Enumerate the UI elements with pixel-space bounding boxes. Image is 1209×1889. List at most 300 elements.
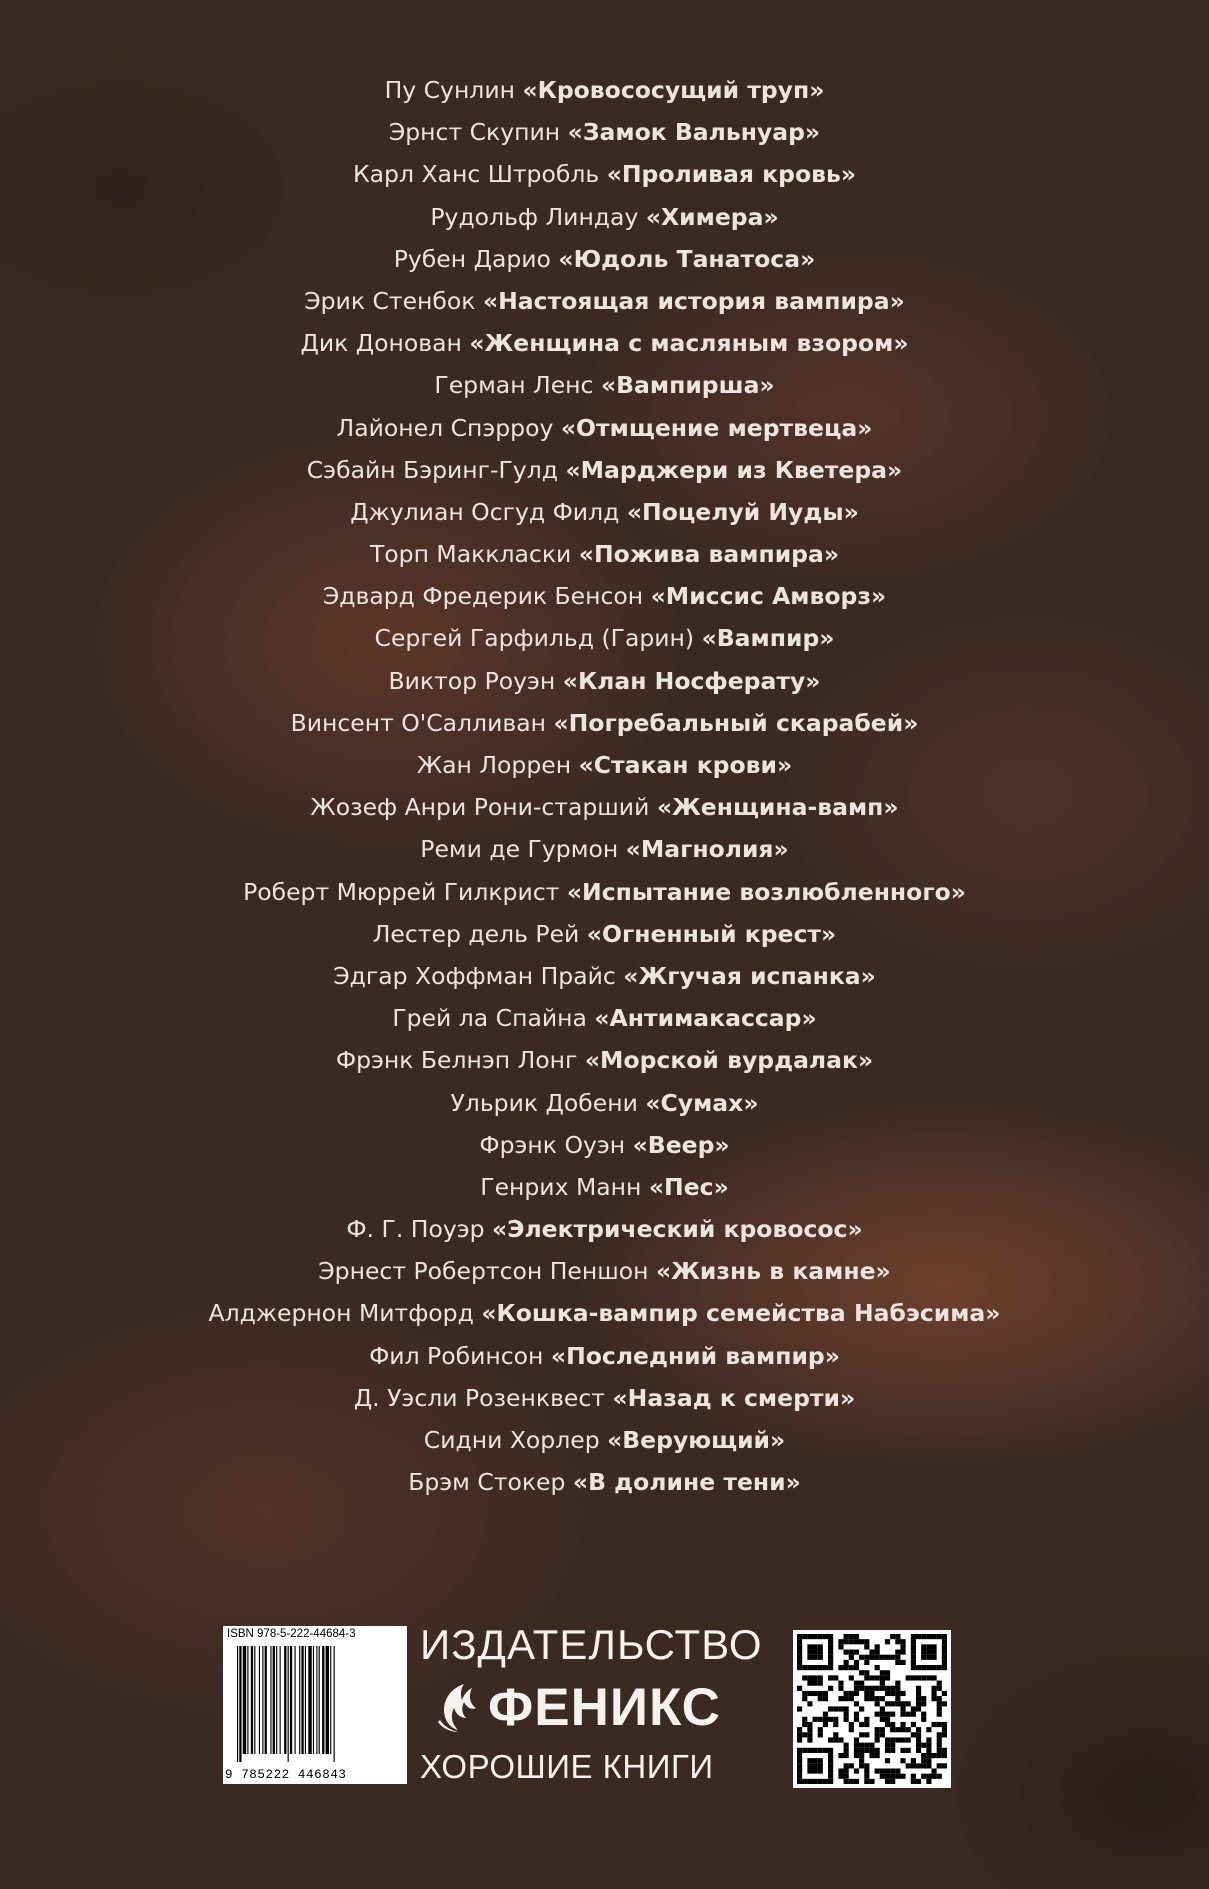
qr-module xyxy=(921,1644,926,1649)
qr-module xyxy=(875,1650,880,1655)
qr-module xyxy=(880,1675,885,1680)
qr-module xyxy=(797,1737,802,1742)
qr-module xyxy=(854,1665,859,1670)
qr-module xyxy=(900,1691,905,1696)
qr-module xyxy=(942,1650,947,1655)
qr-module xyxy=(864,1743,869,1748)
qr-module xyxy=(802,1717,807,1722)
qr-module xyxy=(844,1660,849,1665)
barcode-bar xyxy=(288,1646,289,1762)
qr-module xyxy=(802,1722,807,1727)
qr-module xyxy=(921,1743,926,1748)
qr-module xyxy=(844,1712,849,1717)
qr-module xyxy=(854,1660,859,1665)
qr-module xyxy=(921,1650,926,1655)
qr-module xyxy=(844,1634,849,1639)
story-title: «Кровососущий труп» xyxy=(522,76,825,104)
story-author: Эрнест Робертсон Пеншон xyxy=(318,1257,649,1286)
barcode-bar xyxy=(334,1646,335,1762)
qr-module xyxy=(854,1743,859,1748)
qr-module xyxy=(911,1712,916,1717)
story-author: Д. Уэсли Розенквест xyxy=(353,1383,605,1412)
story-author: Генрих Манн xyxy=(480,1172,642,1201)
qr-module xyxy=(838,1696,843,1701)
qr-module xyxy=(802,1779,807,1784)
qr-module xyxy=(921,1701,926,1706)
story-title: «Веер» xyxy=(632,1130,730,1159)
qr-module xyxy=(807,1634,812,1639)
qr-module xyxy=(807,1681,812,1686)
qr-module xyxy=(864,1774,869,1779)
barcode-bar xyxy=(305,1646,306,1754)
qr-module xyxy=(807,1655,812,1660)
qr-module xyxy=(890,1722,895,1727)
story-entry xyxy=(0,1461,1209,1503)
qr-module xyxy=(813,1768,818,1773)
qr-module xyxy=(849,1634,854,1639)
story-title: «Женщина с масляным взором» xyxy=(469,329,909,358)
qr-module xyxy=(921,1712,926,1717)
qr-module xyxy=(802,1634,807,1639)
qr-module xyxy=(885,1686,890,1691)
qr-module xyxy=(911,1665,916,1670)
qr-module xyxy=(875,1768,880,1773)
qr-module xyxy=(869,1696,874,1701)
barcode-bar xyxy=(301,1646,303,1754)
qr-module xyxy=(844,1763,849,1768)
barcode-digits: 9 785222 446843 xyxy=(225,1768,347,1782)
qr-module xyxy=(911,1634,916,1639)
qr-module xyxy=(818,1691,823,1696)
qr-module xyxy=(890,1768,895,1773)
story-author: Карл Ханс Штробль xyxy=(352,160,600,189)
qr-module xyxy=(875,1665,880,1670)
qr-module xyxy=(880,1732,885,1737)
qr-module xyxy=(849,1727,854,1732)
qr-module xyxy=(844,1650,849,1655)
qr-module xyxy=(895,1768,900,1773)
qr-module xyxy=(797,1774,802,1779)
qr-module xyxy=(797,1665,802,1670)
qr-module xyxy=(854,1701,859,1706)
qr-module xyxy=(854,1691,859,1696)
qr-module xyxy=(833,1706,838,1711)
qr-module xyxy=(854,1634,859,1639)
qr-module xyxy=(937,1712,942,1717)
qr-module xyxy=(807,1748,812,1753)
qr-module xyxy=(818,1655,823,1660)
qr-module xyxy=(880,1655,885,1660)
qr-module xyxy=(937,1681,942,1686)
qr-module xyxy=(869,1686,874,1691)
qr-module xyxy=(911,1732,916,1737)
qr-module xyxy=(844,1665,849,1670)
qr-module xyxy=(807,1675,812,1680)
qr-module xyxy=(916,1665,921,1670)
qr-module xyxy=(859,1732,864,1737)
qr-module xyxy=(911,1779,916,1784)
story-title: «Пес» xyxy=(648,1172,729,1201)
qr-module xyxy=(838,1639,843,1644)
qr-module xyxy=(807,1727,812,1732)
qr-module xyxy=(797,1706,802,1711)
story-author: Роберт Мюррей Гилкрист xyxy=(243,877,560,906)
qr-module xyxy=(823,1696,828,1701)
qr-module xyxy=(854,1779,859,1784)
qr-module xyxy=(895,1737,900,1742)
qr-module xyxy=(916,1634,921,1639)
qr-module xyxy=(926,1634,931,1639)
story-entry xyxy=(0,153,1209,195)
qr-module xyxy=(849,1650,854,1655)
qr-module xyxy=(859,1686,864,1691)
story-title: «Замок Вальнуар» xyxy=(567,118,821,147)
qr-module xyxy=(926,1644,931,1649)
qr-module xyxy=(864,1768,869,1773)
qr-module xyxy=(854,1753,859,1758)
qr-module xyxy=(880,1696,885,1701)
qr-module xyxy=(926,1727,931,1732)
story-title: «Кошка-вампир семейства Набэсима» xyxy=(481,1299,1001,1328)
qr-module xyxy=(823,1717,828,1722)
qr-module xyxy=(921,1753,926,1758)
qr-module xyxy=(813,1717,818,1722)
qr-module xyxy=(931,1768,936,1773)
barcode-bar xyxy=(308,1646,311,1754)
qr-module xyxy=(900,1650,905,1655)
barcode-bar xyxy=(319,1646,320,1754)
story-title: «Отмщение мертвеца» xyxy=(560,413,873,442)
qr-module xyxy=(797,1748,802,1753)
qr-module xyxy=(916,1743,921,1748)
qr-module xyxy=(937,1665,942,1670)
story-title: «Назад к смерти» xyxy=(612,1383,856,1412)
qr-module xyxy=(838,1753,843,1758)
qr-module xyxy=(911,1660,916,1665)
story-title: «Жизнь в камне» xyxy=(655,1257,891,1286)
qr-module xyxy=(900,1737,905,1742)
qr-module xyxy=(849,1691,854,1696)
qr-module xyxy=(926,1737,931,1742)
qr-module xyxy=(880,1681,885,1686)
story-entry xyxy=(0,1292,1209,1334)
barcode-bar xyxy=(259,1646,260,1754)
qr-module xyxy=(854,1768,859,1773)
qr-module xyxy=(869,1779,874,1784)
qr-module xyxy=(931,1650,936,1655)
qr-module xyxy=(818,1732,823,1737)
qr-module xyxy=(921,1665,926,1670)
qr-module xyxy=(885,1722,890,1727)
qr-module xyxy=(854,1686,859,1691)
qr-module xyxy=(921,1774,926,1779)
story-author: Эрик Стенбок xyxy=(304,286,476,315)
qr-module xyxy=(885,1639,890,1644)
story-entry xyxy=(0,1250,1209,1292)
qr-module xyxy=(807,1644,812,1649)
qr-module xyxy=(890,1779,895,1784)
qr-module xyxy=(864,1686,869,1691)
qr-module xyxy=(942,1748,947,1753)
qr-module xyxy=(818,1763,823,1768)
story-title: «Сумах» xyxy=(645,1088,759,1117)
story-title: «Пожива вампира» xyxy=(578,540,840,569)
phoenix-bird-icon xyxy=(434,1680,480,1734)
publisher-label: ИЗДАТЕЛЬСТВО xyxy=(420,1621,763,1668)
qr-module xyxy=(797,1634,802,1639)
qr-module xyxy=(895,1660,900,1665)
story-author: Торп Маккласки xyxy=(369,540,572,569)
story-title: «Антимакассар» xyxy=(594,1004,817,1033)
qr-module xyxy=(849,1696,854,1701)
qr-module xyxy=(937,1753,942,1758)
story-title: «Миссис Амворз» xyxy=(650,582,887,611)
qr-module xyxy=(895,1686,900,1691)
qr-module xyxy=(864,1748,869,1753)
qr-module xyxy=(864,1660,869,1665)
story-entry xyxy=(0,69,1209,111)
qr-module xyxy=(911,1722,916,1727)
qr-module xyxy=(911,1639,916,1644)
story-entry xyxy=(0,1082,1209,1124)
qr-module xyxy=(880,1717,885,1722)
qr-module xyxy=(818,1644,823,1649)
qr-module xyxy=(849,1639,854,1644)
qr-module xyxy=(813,1681,818,1686)
barcode-bar xyxy=(299,1646,300,1754)
qr-module xyxy=(885,1748,890,1753)
barcode-bar xyxy=(316,1646,317,1754)
story-list xyxy=(0,69,1209,1503)
qr-module xyxy=(921,1717,926,1722)
qr-module xyxy=(818,1696,823,1701)
story-entry xyxy=(0,828,1209,870)
qr-module xyxy=(916,1675,921,1680)
qr-module xyxy=(828,1650,833,1655)
qr-module xyxy=(849,1779,854,1784)
story-title: «Женщина-вамп» xyxy=(656,793,899,822)
qr-module xyxy=(895,1655,900,1660)
story-entry xyxy=(0,786,1209,828)
qr-module xyxy=(926,1665,931,1670)
qr-module xyxy=(797,1639,802,1644)
qr-module xyxy=(828,1655,833,1660)
barcode-bar xyxy=(295,1646,296,1754)
barcode-bar xyxy=(262,1646,263,1754)
qr-module xyxy=(854,1681,859,1686)
qr-module xyxy=(854,1737,859,1742)
qr-module xyxy=(885,1691,890,1696)
qr-module xyxy=(807,1701,812,1706)
qr-module xyxy=(864,1763,869,1768)
qr-module xyxy=(859,1681,864,1686)
qr-module xyxy=(849,1763,854,1768)
qr-module xyxy=(859,1758,864,1763)
qr-module xyxy=(844,1743,849,1748)
story-author: Сергей Гарфильд (Гарин) xyxy=(374,624,695,653)
qr-module xyxy=(844,1717,849,1722)
qr-module xyxy=(885,1717,890,1722)
qr-module xyxy=(828,1634,833,1639)
qr-module xyxy=(844,1696,849,1701)
barcode-bar xyxy=(330,1646,331,1754)
qr-module xyxy=(864,1670,869,1675)
qr-module xyxy=(859,1706,864,1711)
qr-module xyxy=(931,1686,936,1691)
qr-module xyxy=(859,1743,864,1748)
qr-module xyxy=(880,1670,885,1675)
qr-module xyxy=(942,1722,947,1727)
qr-module xyxy=(864,1696,869,1701)
story-entry xyxy=(0,280,1209,322)
publisher-brand xyxy=(420,1678,780,1736)
qr-module xyxy=(911,1758,916,1763)
story-title: «Погребальный скарабей» xyxy=(553,708,919,737)
story-title: «Химера» xyxy=(645,202,779,231)
qr-module xyxy=(926,1748,931,1753)
story-author: Грей ла Спайна xyxy=(392,1004,587,1033)
story-author: Жозеф Анри Рони-старший xyxy=(310,793,650,822)
qr-module xyxy=(921,1655,926,1660)
qr-module xyxy=(875,1686,880,1691)
story-author: Эрнст Скупин xyxy=(388,118,561,147)
qr-module xyxy=(900,1774,905,1779)
qr-module xyxy=(911,1763,916,1768)
barcode-bar xyxy=(276,1646,277,1754)
qr-module xyxy=(838,1681,843,1686)
qr-module xyxy=(864,1675,869,1680)
story-entry xyxy=(0,1166,1209,1208)
qr-module xyxy=(859,1753,864,1758)
story-entry xyxy=(0,196,1209,238)
qr-module xyxy=(931,1675,936,1680)
qr-module xyxy=(937,1763,942,1768)
qr-module xyxy=(833,1737,838,1742)
qr-module xyxy=(937,1774,942,1779)
story-entry xyxy=(0,491,1209,533)
story-author: Виктор Роуэн xyxy=(388,666,556,695)
qr-module xyxy=(926,1675,931,1680)
story-entry xyxy=(0,575,1209,617)
qr-module xyxy=(818,1681,823,1686)
barcode-bar xyxy=(265,1646,267,1754)
qr-module xyxy=(931,1691,936,1696)
qr-module xyxy=(916,1691,921,1696)
barcode-bar xyxy=(254,1646,255,1754)
qr-module xyxy=(797,1655,802,1660)
qr-module xyxy=(838,1774,843,1779)
qr-module xyxy=(818,1727,823,1732)
story-author: Фрэнк Белнэп Лонг xyxy=(335,1046,578,1075)
qr-module xyxy=(926,1779,931,1784)
qr-module xyxy=(937,1748,942,1753)
qr-module xyxy=(838,1686,843,1691)
story-author: Сэбайн Бэринг-Гулд xyxy=(306,455,558,484)
story-title: «Вампир» xyxy=(701,624,835,653)
qr-module xyxy=(833,1722,838,1727)
qr-module xyxy=(828,1644,833,1649)
qr-module xyxy=(921,1696,926,1701)
qr-module xyxy=(844,1774,849,1779)
qr-module xyxy=(813,1655,818,1660)
story-author: Джулиан Осгуд Филд xyxy=(350,497,620,526)
qr-module xyxy=(942,1732,947,1737)
qr-module xyxy=(875,1675,880,1680)
barcode-bar xyxy=(313,1646,314,1754)
qr-module xyxy=(828,1753,833,1758)
qr-module xyxy=(802,1696,807,1701)
qr-module xyxy=(942,1727,947,1732)
story-entry xyxy=(0,660,1209,702)
story-author: Эдвард Фредерик Бенсон xyxy=(322,582,644,611)
qr-module xyxy=(906,1748,911,1753)
qr-module xyxy=(900,1660,905,1665)
qr-module xyxy=(875,1696,880,1701)
barcode-bar xyxy=(284,1646,286,1754)
qr-module xyxy=(916,1748,921,1753)
qr-module xyxy=(931,1644,936,1649)
qr-module xyxy=(797,1644,802,1649)
qr-module xyxy=(895,1701,900,1706)
qr-module xyxy=(849,1655,854,1660)
qr-module xyxy=(859,1763,864,1768)
qr-module xyxy=(942,1639,947,1644)
qr-module xyxy=(885,1712,890,1717)
story-author: Пу Сунлин xyxy=(384,76,515,104)
qr-module xyxy=(844,1639,849,1644)
story-entry xyxy=(0,1124,1209,1166)
qr-module xyxy=(875,1727,880,1732)
qr-module xyxy=(906,1727,911,1732)
story-title: «Испытание возлюбленного» xyxy=(566,877,966,906)
qr-module xyxy=(885,1675,890,1680)
qr-module xyxy=(869,1650,874,1655)
qr-module xyxy=(895,1774,900,1779)
qr-module xyxy=(906,1763,911,1768)
story-entry xyxy=(0,449,1209,491)
qr-module xyxy=(818,1758,823,1763)
story-title: «Поцелуй Иуды» xyxy=(626,497,859,526)
qr-module xyxy=(828,1748,833,1753)
qr-module xyxy=(807,1650,812,1655)
qr-module xyxy=(807,1779,812,1784)
barcode-bar xyxy=(237,1646,238,1762)
story-entry xyxy=(0,744,1209,786)
qr-module xyxy=(895,1650,900,1655)
qr-module xyxy=(797,1686,802,1691)
story-entry xyxy=(0,238,1209,280)
qr-module xyxy=(833,1675,838,1680)
qr-module xyxy=(828,1717,833,1722)
story-author: Винсент О'Салливан xyxy=(290,708,546,737)
qr-module xyxy=(880,1727,885,1732)
qr-module xyxy=(818,1675,823,1680)
qr-module xyxy=(828,1774,833,1779)
story-entry xyxy=(0,702,1209,744)
story-title: «В долине тени» xyxy=(572,1468,801,1497)
qr-module xyxy=(813,1763,818,1768)
qr-module xyxy=(885,1737,890,1742)
qr-module xyxy=(926,1758,931,1763)
story-title: «Настоящая история вампира» xyxy=(482,286,905,315)
qr-module xyxy=(828,1763,833,1768)
qr-module xyxy=(900,1701,905,1706)
qr-module xyxy=(854,1712,859,1717)
qr-module xyxy=(859,1670,864,1675)
story-title: «Юдоль Танатоса» xyxy=(558,244,816,273)
qr-module xyxy=(813,1748,818,1753)
qr-module xyxy=(869,1748,874,1753)
